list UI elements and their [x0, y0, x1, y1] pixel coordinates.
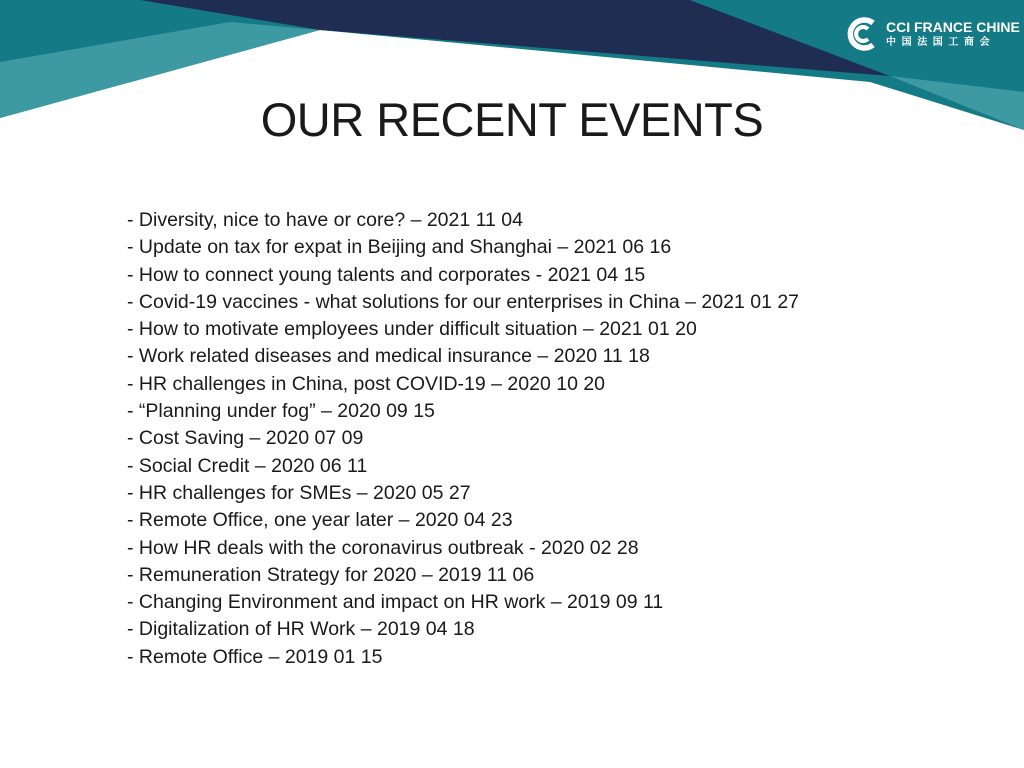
logo-name: CCI FRANCE CHINE [886, 19, 1020, 35]
event-item: - Cost Saving – 2020 07 09 [127, 427, 364, 450]
cci-logo [846, 16, 1020, 52]
logo-subtitle: 中国法国工商会 [886, 37, 996, 48]
event-item: - How HR deals with the coronavirus outbreak - 2020 02 28 [127, 536, 639, 559]
event-item: - Diversity, nice to have or core? – 2021 11 04 [127, 209, 523, 231]
events-list [127, 207, 799, 671]
event-item: - Work related diseases and medical insurance – 2020 11 18 [127, 345, 650, 368]
cci-logo-text [886, 20, 1020, 48]
event-item: - Covid-19 vaccines - what solutions for our enterprises in China – 2021 01 27 [127, 290, 800, 313]
cci-logo-icon [846, 16, 880, 52]
event-item: - Remuneration Strategy for 2020 – 2019 11 06 [127, 563, 535, 586]
event-item: - Remote Office, one year later – 2020 04 23 [127, 509, 513, 532]
event-item: - Changing Environment and impact on HR work – 2019 09 11 [127, 591, 664, 614]
event-item: - HR challenges for SMEs – 2020 05 27 [127, 481, 471, 504]
event-item: - Digitalization of HR Work – 2019 04 18 [127, 618, 475, 641]
event-item: - Remote Office – 2019 01 15 [127, 645, 383, 668]
event-item: - How to motivate employees under difficult situation – 2021 01 20 [127, 318, 697, 341]
event-item: - HR challenges in China, post COVID-19 – 2020 10 20 [127, 372, 606, 395]
event-item: - Social Credit – 2020 06 11 [127, 454, 368, 477]
event-item: - Update on tax for expat in Beijing and Shanghai – 2021 06 16 [127, 236, 672, 259]
page-title: OUR RECENT EVENTS [260, 93, 764, 146]
event-item: - “Planning under fog” – 2020 09 15 [127, 400, 435, 423]
event-item: - How to connect young talents and corporates - 2021 04 15 [127, 263, 646, 286]
